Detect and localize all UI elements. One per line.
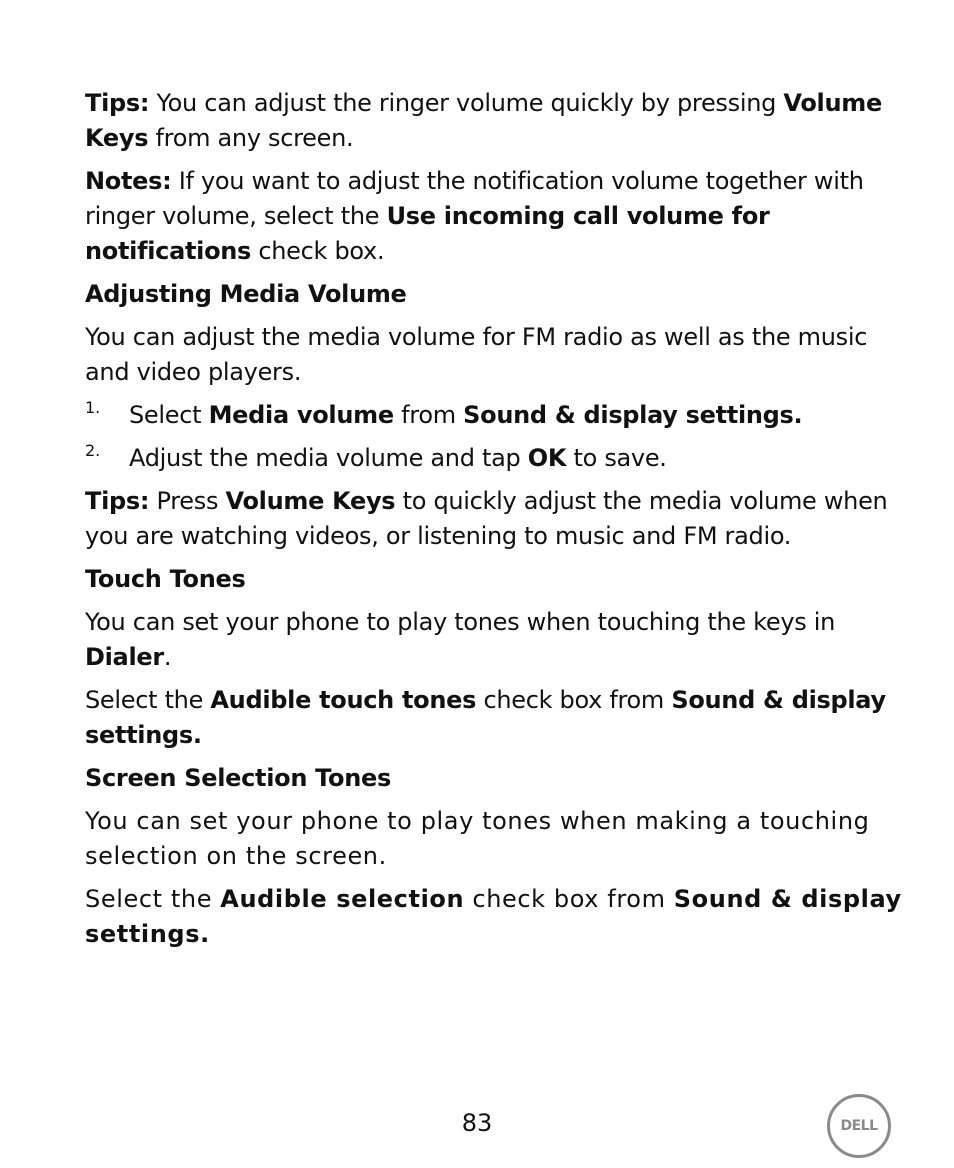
page-number: 83 [461,1109,493,1137]
tips-text-end: from any screen. [148,124,354,152]
tips-text: Press [149,487,226,515]
sound-display-settings-term: Sound & display settings. [85,686,886,749]
screen-text: Select the [85,885,221,913]
step-number: 1. [85,398,101,417]
dell-logo-icon: DELL [827,1094,891,1158]
touch-text: You can set your phone to play tones when touching the keys in [85,608,836,636]
notes-label: Notes: [85,167,172,195]
touch-text: check box from [476,686,672,714]
touch-tones-heading: Touch Tones [85,565,246,593]
tips-label: Tips: [85,89,150,117]
step-text [129,441,667,476]
ok-term: OK [527,444,567,472]
media-step-2 [85,441,905,484]
page-content [85,86,905,960]
media-volume-heading: Adjusting Media Volume [85,280,407,308]
tips-paragraph [85,86,905,156]
notes-paragraph [85,164,905,269]
step-text-part: from [393,401,464,429]
touch-tones-intro [85,605,905,675]
step-text-part: Select [129,401,209,429]
media-volume-term: Media volume [208,401,394,429]
touch-text: Select the [85,686,211,714]
step-text-part: to save. [566,444,667,472]
step-text [129,398,802,433]
tips-text-end: to quickly adjust the media volume when you are watching videos, or listening to music and FM radio. [85,487,888,550]
notes-text-end: check box. [251,237,385,265]
audible-selection-term: Audible selection [220,885,465,913]
tips-label: Tips: [85,487,150,515]
sound-display-settings-term: Sound & display settings. [463,401,803,429]
volume-keys-term: Volume Keys [225,487,396,515]
media-step-1 [85,398,905,441]
screen-selection-intro: You can set your phone to play tones when making a touching selection on the screen. [85,807,870,870]
use-incoming-call-term: Use incoming call volume for notifications [85,202,770,265]
touch-tones-instruction [85,683,905,753]
screen-selection-instruction [85,882,905,952]
step-number: 2. [85,441,101,460]
media-intro: You can adjust the media volume for FM radio as well as the music and video players. [85,323,868,386]
tips-media-paragraph [85,484,905,554]
audible-touch-tones-term: Audible touch tones [210,686,477,714]
notes-text: If you want to adjust the notification volume together with ringer volume, select the [85,167,864,230]
dialer-term: Dialer [85,643,164,671]
volume-keys-term: Volume Keys [85,89,882,152]
step-text-part: Adjust the media volume and tap [129,444,528,472]
sound-display-settings-term: Sound & display settings. [85,885,902,948]
tips-text: You can adjust the ringer volume quickly by pressing [149,89,784,117]
screen-text: check box from [464,885,674,913]
touch-text-end: . [163,643,172,671]
screen-selection-heading: Screen Selection Tones [85,764,391,792]
